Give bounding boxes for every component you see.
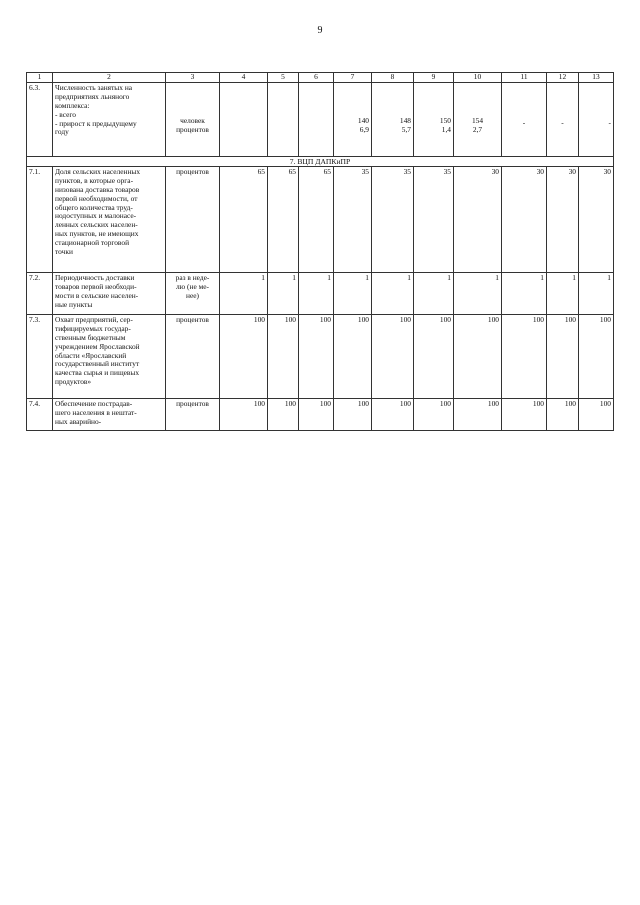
indicator-name: Охват предприятий, сер- тифицируемых государ- ственным бюджетным учреждением Ярославской области «Ярославский государственный институт качества сырья и пищевых продуктов» bbox=[53, 315, 166, 399]
unit-cell: процентов bbox=[166, 315, 220, 399]
value-cell: 30 bbox=[547, 167, 579, 273]
indicators-table bbox=[26, 72, 614, 431]
value-cell: 1 bbox=[454, 273, 502, 315]
value-cell: 100 bbox=[299, 399, 334, 431]
value-cell: 1 bbox=[220, 273, 268, 315]
page-number: 9 bbox=[317, 25, 323, 36]
table-row bbox=[27, 83, 614, 157]
value-cell: 100 bbox=[334, 315, 372, 399]
value-cell: 1 bbox=[579, 273, 614, 315]
column-header: 9 bbox=[414, 73, 454, 83]
value-cell: 150 1,4 bbox=[414, 83, 454, 157]
row-number: 7.3. bbox=[27, 315, 53, 399]
row-number: 7.4. bbox=[27, 399, 53, 431]
value-cell: 100 bbox=[220, 399, 268, 431]
column-header: 1 bbox=[27, 73, 53, 83]
value-cell: 100 bbox=[414, 315, 454, 399]
value-cell: 1 bbox=[372, 273, 414, 315]
value-cell: 100 bbox=[414, 399, 454, 431]
value-cell: 100 bbox=[268, 399, 299, 431]
value-cell: 1 bbox=[299, 273, 334, 315]
value-cell: 100 bbox=[547, 399, 579, 431]
value-cell: 1 bbox=[334, 273, 372, 315]
value-cell: 100 bbox=[334, 399, 372, 431]
table-row bbox=[27, 399, 614, 431]
unit-cell: человек процентов bbox=[166, 83, 220, 157]
section-title: 7. ВЦП ДАПКиПР bbox=[27, 157, 614, 167]
value-cell: 100 bbox=[579, 315, 614, 399]
value-cell: 30 bbox=[579, 167, 614, 273]
value-cell: 1 bbox=[502, 273, 547, 315]
value-cell: 1 bbox=[414, 273, 454, 315]
indicator-name: Обеспечение пострадав- шего населения в нештат- ных аварийно- bbox=[53, 399, 166, 431]
table-row bbox=[27, 167, 614, 273]
table-row bbox=[27, 273, 614, 315]
column-header: 12 bbox=[547, 73, 579, 83]
column-header: 10 bbox=[454, 73, 502, 83]
indicator-name: Доля сельских населенных пунктов, в которые орга- низована доставка товаров первой необходимости, от общего количества труд- нодоступных и малонасе- ленных сельских населен- ных пунктов, не имеющих стационарной торговой точки bbox=[53, 167, 166, 273]
value-cell: 100 bbox=[579, 399, 614, 431]
value-cell: 100 bbox=[547, 315, 579, 399]
value-cell: 100 bbox=[502, 399, 547, 431]
indicator-name: Периодичность доставки товаров первой необходи- мости в сельские населен- ные пункты bbox=[53, 273, 166, 315]
value-cell: 65 bbox=[220, 167, 268, 273]
value-cell: 100 bbox=[299, 315, 334, 399]
table-row bbox=[27, 315, 614, 399]
column-header: 7 bbox=[334, 73, 372, 83]
value-cell: - bbox=[579, 83, 614, 157]
column-header: 13 bbox=[579, 73, 614, 83]
column-header: 6 bbox=[299, 73, 334, 83]
unit-cell: раз в неде- лю (не ме- нее) bbox=[166, 273, 220, 315]
value-cell: 35 bbox=[334, 167, 372, 273]
column-header: 8 bbox=[372, 73, 414, 83]
table-header-row bbox=[27, 73, 614, 83]
value-cell bbox=[299, 83, 334, 157]
value-cell: 100 bbox=[372, 315, 414, 399]
value-cell: - bbox=[502, 83, 547, 157]
value-cell: 1 bbox=[268, 273, 299, 315]
value-cell: 100 bbox=[220, 315, 268, 399]
row-number: 6.3. bbox=[27, 83, 53, 157]
value-cell: 65 bbox=[299, 167, 334, 273]
indicator-name: Численность занятых на предприятиях льняного комплекса: - всего - прирост к предыдущему году bbox=[53, 83, 166, 157]
value-cell bbox=[220, 83, 268, 157]
column-header: 3 bbox=[166, 73, 220, 83]
value-cell: 154 2,7 bbox=[454, 83, 502, 157]
column-header: 2 bbox=[53, 73, 166, 83]
value-cell: 65 bbox=[268, 167, 299, 273]
unit-cell: процентов bbox=[166, 167, 220, 273]
value-cell: 140 6,9 bbox=[334, 83, 372, 157]
value-cell: 30 bbox=[454, 167, 502, 273]
row-number: 7.1. bbox=[27, 167, 53, 273]
value-cell: 100 bbox=[372, 399, 414, 431]
value-cell: 1 bbox=[547, 273, 579, 315]
column-header: 4 bbox=[220, 73, 268, 83]
section-row bbox=[27, 157, 614, 167]
value-cell: - bbox=[547, 83, 579, 157]
value-cell: 35 bbox=[372, 167, 414, 273]
value-cell: 30 bbox=[502, 167, 547, 273]
value-cell: 100 bbox=[268, 315, 299, 399]
value-cell: 148 5,7 bbox=[372, 83, 414, 157]
value-cell: 35 bbox=[414, 167, 454, 273]
unit-cell: процентов bbox=[166, 399, 220, 431]
value-cell: 100 bbox=[502, 315, 547, 399]
column-header: 5 bbox=[268, 73, 299, 83]
value-cell bbox=[268, 83, 299, 157]
column-header: 11 bbox=[502, 73, 547, 83]
value-cell: 100 bbox=[454, 315, 502, 399]
row-number: 7.2. bbox=[27, 273, 53, 315]
value-cell: 100 bbox=[454, 399, 502, 431]
